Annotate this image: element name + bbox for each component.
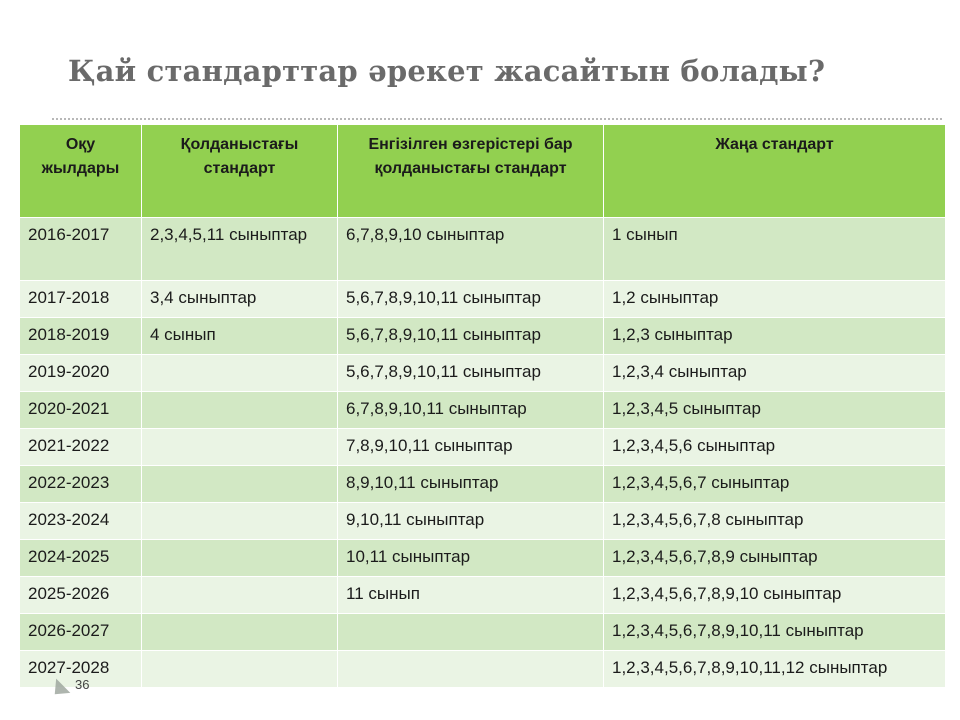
header-modified-standard: Енгізілген өзгерістері бар қолданыстағы стандарт <box>338 125 604 218</box>
table-row <box>20 540 946 577</box>
cell-current <box>142 651 338 688</box>
cell-new: 1,2,3,4,5,6 сыныптар <box>604 429 946 466</box>
cell-year: 2027-2028 <box>20 651 142 688</box>
page-number: 36 <box>75 677 90 692</box>
cell-new: 1,2,3,4,5,6,7,8,9,10,11,12 сыныптар <box>604 651 946 688</box>
cell-modified: 7,8,9,10,11 сыныптар <box>338 429 604 466</box>
cell-new: 1,2,3,4 сыныптар <box>604 355 946 392</box>
cell-modified: 10,11 сыныптар <box>338 540 604 577</box>
cell-year: 2022-2023 <box>20 466 142 503</box>
cell-current <box>142 577 338 614</box>
header-new-standard: Жаңа стандарт <box>604 125 946 218</box>
cell-year: 2018-2019 <box>20 318 142 355</box>
cell-modified: 8,9,10,11 сыныптар <box>338 466 604 503</box>
cell-current: 3,4 сыныптар <box>142 281 338 318</box>
cell-modified: 9,10,11 сыныптар <box>338 503 604 540</box>
cell-current <box>142 355 338 392</box>
cell-year: 2026-2027 <box>20 614 142 651</box>
table-row <box>20 318 946 355</box>
title-divider <box>52 118 942 120</box>
cell-new: 1 сынып <box>604 218 946 281</box>
header-current-standard: Қолданыстағы стандарт <box>142 125 338 218</box>
cell-new: 1,2,3,4,5,6,7,8,9,10,11 сыныптар <box>604 614 946 651</box>
cell-current <box>142 466 338 503</box>
cell-current: 4 сынып <box>142 318 338 355</box>
cell-current <box>142 429 338 466</box>
table-row <box>20 577 946 614</box>
cell-new: 1,2,3,4,5,6,7,8,9,10 сыныптар <box>604 577 946 614</box>
cell-new: 1,2,3,4,5,6,7,8,9 сыныптар <box>604 540 946 577</box>
cell-year: 2016-2017 <box>20 218 142 281</box>
cell-modified: 5,6,7,8,9,10,11 сыныптар <box>338 318 604 355</box>
cell-modified <box>338 651 604 688</box>
cell-year: 2024-2025 <box>20 540 142 577</box>
cell-modified <box>338 614 604 651</box>
cell-current <box>142 503 338 540</box>
cell-modified: 5,6,7,8,9,10,11 сыныптар <box>338 355 604 392</box>
table-row <box>20 392 946 429</box>
table-header-row <box>20 125 946 218</box>
cell-current <box>142 392 338 429</box>
header-study-years: Оқу жылдары <box>20 125 142 218</box>
cell-modified: 11 сынып <box>338 577 604 614</box>
cell-current <box>142 614 338 651</box>
table-row <box>20 355 946 392</box>
cell-current: 2,3,4,5,11 сыныптар <box>142 218 338 281</box>
cell-modified: 5,6,7,8,9,10,11 сыныптар <box>338 281 604 318</box>
cell-year: 2023-2024 <box>20 503 142 540</box>
cell-new: 1,2,3 сыныптар <box>604 318 946 355</box>
table-row <box>20 651 946 688</box>
table-row <box>20 466 946 503</box>
table-row <box>20 429 946 466</box>
table-row <box>20 614 946 651</box>
cell-new: 1,2 сыныптар <box>604 281 946 318</box>
standards-table <box>19 124 946 688</box>
table-row <box>20 503 946 540</box>
cell-year: 2020-2021 <box>20 392 142 429</box>
cell-modified: 6,7,8,9,10,11 сыныптар <box>338 392 604 429</box>
cell-year: 2019-2020 <box>20 355 142 392</box>
cell-new: 1,2,3,4,5,6,7 сыныптар <box>604 466 946 503</box>
cell-year: 2021-2022 <box>20 429 142 466</box>
cell-current <box>142 540 338 577</box>
table-row <box>20 218 946 281</box>
cell-modified: 6,7,8,9,10 сыныптар <box>338 218 604 281</box>
table-row <box>20 281 946 318</box>
slide-title: Қай стандарттар әрекет жасайтын болады? <box>68 54 826 88</box>
cell-new: 1,2,3,4,5,6,7,8 сыныптар <box>604 503 946 540</box>
cell-new: 1,2,3,4,5 сыныптар <box>604 392 946 429</box>
cell-year: 2017-2018 <box>20 281 142 318</box>
cell-year: 2025-2026 <box>20 577 142 614</box>
